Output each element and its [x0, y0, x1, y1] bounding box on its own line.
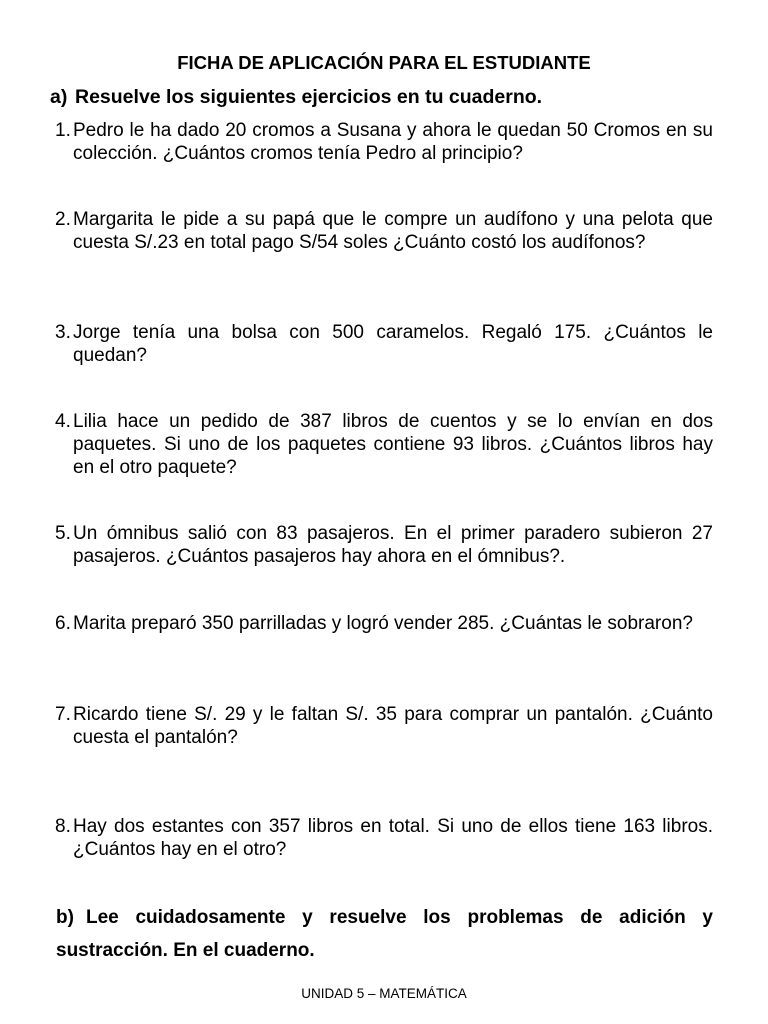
section-b-marker: b)	[56, 907, 74, 928]
section-a-heading	[50, 85, 730, 109]
exercise-number: 1.	[55, 120, 71, 141]
exercise-text: Pedro le ha dado 20 cromos a Susana y ahora le quedan 50 Cromos en su colección. ¿Cuántos cromos tenía Pedro al principio?	[73, 120, 713, 164]
exercise-number: 2.	[55, 209, 71, 230]
exercise-item-6	[55, 612, 713, 635]
page-footer: UNIDAD 5 – MATEMÁTICA	[301, 986, 467, 1001]
page-title: FICHA DE APLICACIÓN PARA EL ESTUDIANTE	[177, 52, 591, 73]
exercise-number: 5.	[55, 523, 71, 544]
exercise-text: Margarita le pide a su papá que le compre un audífono y una pelota que cuesta S/.23 en total pago S/54 soles ¿Cuánto costó los audífonos?	[73, 209, 713, 253]
exercise-text: Hay dos estantes con 357 libros en total. Si uno de ellos tiene 163 libros. ¿Cuántos hay en el otro?	[73, 816, 713, 860]
exercise-item-3	[55, 321, 713, 367]
section-a-marker: a)	[50, 86, 68, 108]
section-a-instruction: Resuelve los siguientes ejercicios en tu cuaderno.	[75, 86, 543, 108]
exercise-item-8	[55, 815, 713, 861]
exercise-text: Jorge tenía una bolsa con 500 caramelos. Regaló 175. ¿Cuántos le quedan?	[73, 322, 713, 366]
exercise-number: 8.	[55, 816, 71, 837]
exercise-item-4	[55, 410, 713, 479]
exercise-number: 3.	[55, 322, 71, 343]
exercise-item-1	[55, 119, 713, 165]
exercise-text: Marita preparó 350 parrilladas y logró vender 285. ¿Cuántas le sobraron?	[73, 613, 693, 634]
section-b-heading	[56, 901, 713, 967]
exercise-text: Ricardo tiene S/. 29 y le faltan S/. 35 para comprar un pantalón. ¿Cuánto cuesta el pantalón?	[73, 704, 713, 748]
exercise-item-7	[55, 703, 713, 749]
exercise-number: 6.	[55, 613, 71, 634]
section-b-instruction: Lee cuidadosamente y resuelve los problemas de adición y sustracción. En el cuaderno.	[56, 907, 713, 961]
exercise-number: 4.	[55, 411, 71, 432]
exercise-item-5	[55, 522, 713, 568]
exercise-item-2	[55, 208, 713, 254]
exercise-text: Lilia hace un pedido de 387 libros de cuentos y se lo envían en dos paquetes. Si uno de los paquetes contiene 93 libros. ¿Cuántos libros hay en el otro paquete?	[73, 411, 713, 478]
exercise-number: 7.	[55, 704, 71, 725]
exercise-text: Un ómnibus salió con 83 pasajeros. En el primer paradero subieron 27 pasajeros. ¿Cuántos pasajeros hay ahora en el ómnibus?.	[73, 523, 713, 567]
